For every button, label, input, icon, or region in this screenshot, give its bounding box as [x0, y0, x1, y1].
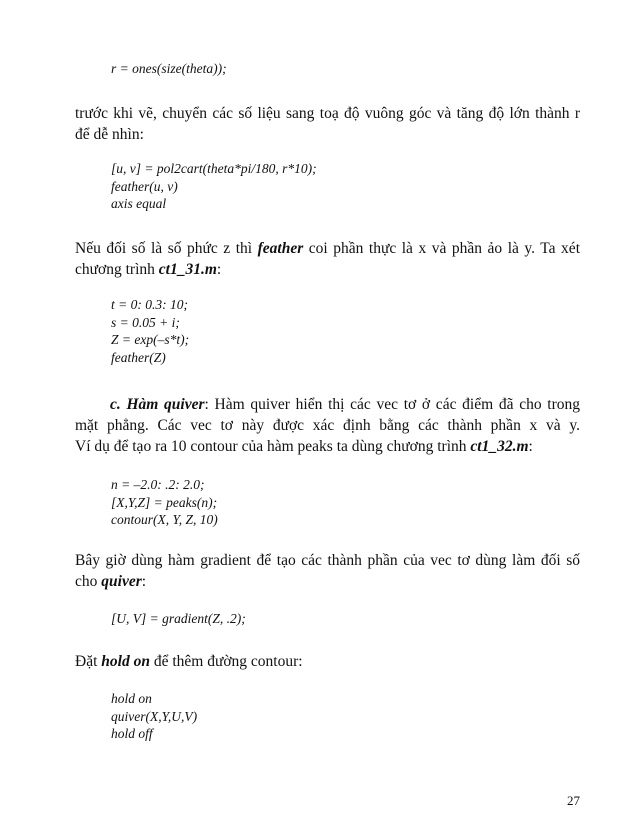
text-run: :	[141, 573, 147, 590]
code-line: feather(Z)	[111, 349, 166, 365]
code-block-peaks	[111, 476, 218, 529]
text-line	[75, 571, 580, 592]
paragraph-quiver-intro	[75, 394, 580, 457]
text-run: : Hàm quiver hiển thị các vec tơ ở các điểm đã cho trong	[204, 396, 580, 413]
text-line: mặt phẳng. Các vec tơ này được xác định bằng các thành phần x và y.	[75, 417, 580, 434]
text-run: cho	[75, 573, 102, 590]
filename-ct1-31: ct1_31.m	[158, 261, 217, 278]
code-block-quiver	[111, 690, 197, 743]
code-line: Z = exp(–s*t);	[111, 332, 190, 347]
text-run: Ví dụ để tạo ra 10 contour của hàm peaks ta dùng chương trình	[75, 438, 471, 455]
code-block-ones	[111, 60, 227, 78]
paragraph-convert	[75, 103, 580, 145]
text-run: coi phần thực là x và phần ảo là y. Ta xét	[303, 240, 580, 257]
text-run: Đặt	[75, 653, 102, 670]
text-run: :	[216, 261, 222, 278]
code-line: contour(X, Y, Z, 10)	[111, 512, 218, 527]
code-line: [u, v] = pol2cart(theta*pi/180, r*10);	[111, 161, 317, 176]
filename-ct1-32: ct1_32.m	[470, 438, 529, 455]
text-line	[75, 259, 580, 280]
text-run: :	[528, 438, 533, 455]
text-line	[75, 394, 580, 415]
text-line: Bây giờ dùng hàm gradient để tạo các thành phần của vec tơ dùng làm đối số	[75, 552, 580, 569]
code-line: s = 0.05 + i;	[111, 314, 180, 330]
keyword-feather: feather	[257, 240, 304, 257]
code-line: t = 0: 0.3: 10;	[111, 297, 188, 312]
code-block-feather-z	[111, 296, 189, 366]
code-line: r = ones(size(theta));	[111, 61, 227, 76]
keyword-quiver: quiver	[101, 573, 142, 590]
code-line: [U, V] = gradient(Z, .2);	[111, 611, 246, 626]
code-line: hold on	[111, 691, 152, 706]
paragraph-gradient	[75, 550, 580, 592]
code-block-gradient	[111, 610, 246, 628]
text-run: Nếu đối số là số phức z thì	[75, 240, 258, 257]
code-line: hold off	[111, 726, 153, 741]
paragraph-hold-on	[75, 651, 580, 672]
text-line	[75, 651, 580, 672]
text-line: trước khi vẽ, chuyển các số liệu sang toạ độ vuông góc và tăng độ lớn thành r	[75, 105, 580, 122]
code-line: [X,Y,Z] = peaks(n);	[111, 494, 218, 510]
code-line: quiver(X,Y,U,V)	[111, 708, 198, 724]
text-line	[75, 238, 580, 259]
page-number: 27	[567, 793, 580, 808]
text-line: để dễ nhìn:	[75, 126, 144, 143]
paragraph-complex-feather	[75, 238, 580, 280]
keyword-hold-on: hold on	[101, 653, 150, 670]
text-run: để thêm đường contour:	[149, 653, 303, 670]
text-run: chương trình	[75, 261, 159, 278]
code-block-pol2cart	[111, 160, 317, 213]
text-line	[75, 436, 580, 457]
section-heading-quiver: c. Hàm quiver	[110, 396, 205, 413]
code-line: n = –2.0: .2: 2.0;	[111, 477, 205, 492]
code-line: axis equal	[111, 196, 167, 211]
code-line: feather(u, v)	[111, 178, 178, 194]
